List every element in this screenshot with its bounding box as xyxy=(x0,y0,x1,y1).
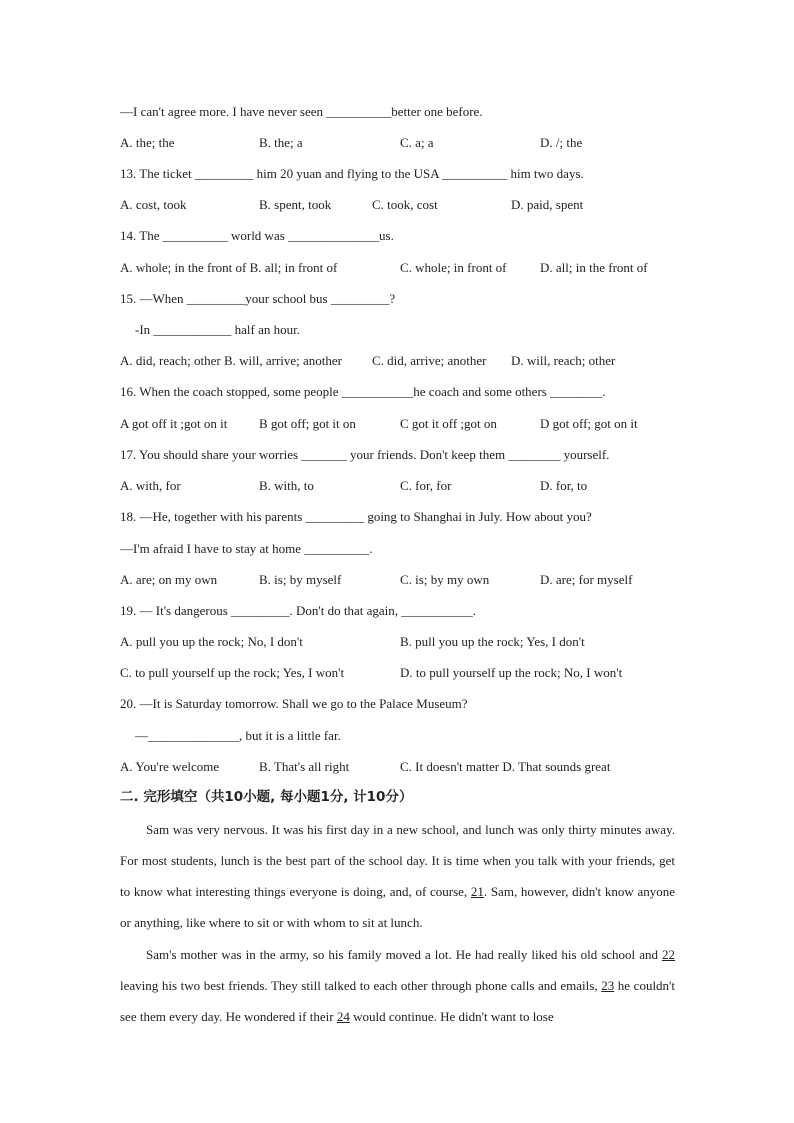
q16-option-c: C got it off ;got on xyxy=(400,416,497,431)
blank-22: 22 xyxy=(662,947,675,962)
question-12-stem: —I can't agree more. I have never seen __________better one before. xyxy=(120,104,483,119)
q15-option-d: D. will, reach; other xyxy=(511,353,616,368)
question-13-stem: 13. The ticket _________ him 20 yuan and flying to the USA __________ him two days. xyxy=(120,166,584,181)
q14-option-d: D. all; in the front of xyxy=(540,260,648,275)
q16-option-d: D got off; got on it xyxy=(540,416,638,431)
passage-text: would continue. He didn't want to lose xyxy=(349,1009,554,1024)
passage-text: Sam was very nervous. It was his first day in a new school, and lunch was only thirty minutes away. For most students, lunch is the best part of the school day. It is time when you talk with your friends, get to know what interesting things everyone is doing, and, of course, xyxy=(120,822,675,899)
q20-option-cd: C. It doesn't matter D. That sounds great xyxy=(400,759,611,774)
blank-21: 21 xyxy=(470,884,484,899)
passage-text: he couldn't see them every day. He wondered if their xyxy=(120,978,676,1024)
question-14-stem: 14. The __________ world was ______________us. xyxy=(120,228,394,243)
q17-option-d: D. for, to xyxy=(540,478,588,493)
q19-option-c: C. to pull yourself up the rock; Yes, I won't xyxy=(120,665,345,680)
q16-option-a: A got off it ;got on it xyxy=(120,416,228,431)
question-20-reply: —______________, but it is a little far. xyxy=(135,728,341,743)
q18-option-a: A. are; on my own xyxy=(120,572,218,587)
q12-option-b: B. the; a xyxy=(259,135,303,150)
q19-option-a: A. pull you up the rock; No, I don't xyxy=(120,634,303,649)
passage-paragraph-2 xyxy=(120,939,675,1032)
question-15-stem: 15. —When _________your school bus _________? xyxy=(120,291,396,306)
q13-option-c: C. took, cost xyxy=(372,197,438,212)
q17-option-a: A. with, for xyxy=(120,478,181,493)
q19-option-d: D. to pull yourself up the rock; No, I won't xyxy=(400,665,623,680)
question-15-reply: -In ____________ half an hour. xyxy=(135,322,301,337)
question-19-stem: 19. — It's dangerous _________. Don't do that again, ___________. xyxy=(120,603,477,618)
q18-option-d: D. are; for myself xyxy=(540,572,633,587)
q15-option-ab: A. did, reach; other B. will, arrive; another xyxy=(120,353,343,368)
q14-option-c: C. whole; in front of xyxy=(400,260,507,275)
q17-option-b: B. with, to xyxy=(259,478,314,493)
q17-option-c: C. for, for xyxy=(400,478,452,493)
passage-paragraph-1 xyxy=(120,814,675,938)
q16-option-b: B got off; got it on xyxy=(259,416,356,431)
q13-option-a: A. cost, took xyxy=(120,197,187,212)
q15-option-c: C. did, arrive; another xyxy=(372,353,487,368)
q13-option-b: B. spent, took xyxy=(259,197,332,212)
question-20-stem: 20. —It is Saturday tomorrow. Shall we go to the Palace Museum? xyxy=(120,696,468,711)
q12-option-d: D. /; the xyxy=(540,135,583,150)
section-heading: 二. 完形填空（共10小题, 每小题1分, 计10分） xyxy=(120,789,413,805)
q14-option-ab: A. whole; in the front of B. all; in front of xyxy=(120,260,338,275)
q12-option-a: A. the; the xyxy=(120,135,175,150)
question-18-reply: —I'm afraid I have to stay at home __________. xyxy=(120,541,373,556)
passage-text: . Sam, however, didn't know anyone or anything, like where to sit or with whom to sit at lunch. xyxy=(120,884,675,930)
q12-option-c: C. a; a xyxy=(400,135,434,150)
blank-23: 23 xyxy=(601,978,615,993)
question-18-stem: 18. —He, together with his parents _________ going to Shanghai in July. How about you? xyxy=(120,509,592,524)
q20-option-b: B. That's all right xyxy=(259,759,350,774)
question-17-stem: 17. You should share your worries _______ your friends. Don't keep them ________ yourself. xyxy=(120,447,610,462)
blank-24: 24 xyxy=(336,1009,350,1024)
passage-text: Sam's mother was in the army, so his family moved a lot. He had really liked his old school and xyxy=(146,947,662,962)
q18-option-c: C. is; by my own xyxy=(400,572,490,587)
passage-text: leaving his two best friends. They still talked to each other through phone calls and emails, xyxy=(120,978,602,993)
q20-option-a: A. You're welcome xyxy=(120,759,220,774)
question-16-stem: 16. When the coach stopped, some people ___________he coach and some others ________. xyxy=(120,384,606,399)
q19-option-b: B. pull you up the rock; Yes, I don't xyxy=(400,634,585,649)
q13-option-d: D. paid, spent xyxy=(511,197,584,212)
q18-option-b: B. is; by myself xyxy=(259,572,342,587)
